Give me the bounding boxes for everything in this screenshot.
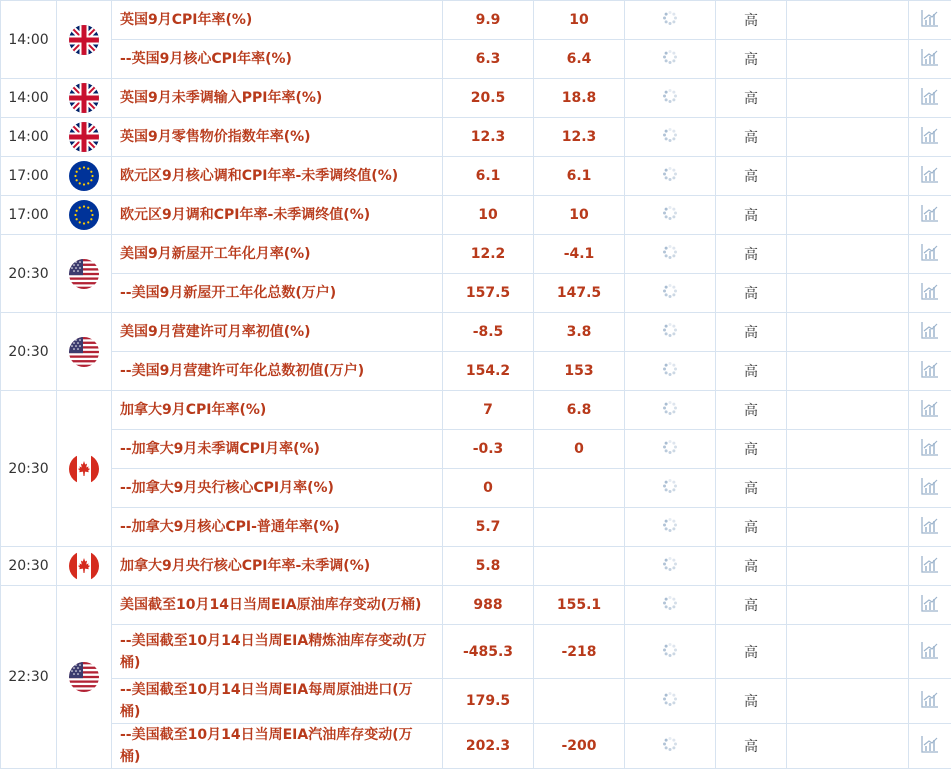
previous-value: 20.5 [443, 79, 534, 118]
chart-icon[interactable] [921, 126, 939, 148]
previous-value: 179.5 [443, 679, 534, 724]
impact-cell [787, 625, 909, 679]
table-row [1, 313, 951, 352]
table-row [1, 352, 951, 391]
importance-level: 高 [716, 679, 787, 724]
previous-value: 988 [443, 586, 534, 625]
country-flag-cell [57, 79, 112, 118]
event-name[interactable]: --加拿大9月核心CPI-普通年率(%) [112, 508, 443, 547]
country-flag-cell [57, 313, 112, 391]
previous-value: -0.3 [443, 430, 534, 469]
previous-value: 12.3 [443, 118, 534, 157]
chart-cell[interactable] [909, 586, 951, 625]
actual-value-cell [625, 274, 716, 313]
chart-cell[interactable] [909, 391, 951, 430]
importance-level: 高 [716, 313, 787, 352]
previous-value: 5.8 [443, 547, 534, 586]
table-row [1, 508, 951, 547]
forecast-value: 153 [534, 352, 625, 391]
country-flag-cell [57, 1, 112, 79]
uk-flag-icon [69, 83, 99, 113]
forecast-value [534, 469, 625, 508]
actual-value-cell [625, 625, 716, 679]
event-name[interactable]: 英国9月CPI年率(%) [112, 1, 443, 40]
actual-value-cell [625, 724, 716, 769]
importance-level: 高 [716, 157, 787, 196]
chart-cell[interactable] [909, 547, 951, 586]
loading-spinner-icon [662, 127, 678, 147]
actual-value-cell [625, 79, 716, 118]
country-flag-cell [57, 118, 112, 157]
chart-cell[interactable] [909, 196, 951, 235]
event-name[interactable]: --美国截至10月14日当周EIA汽油库存变动(万桶) [112, 724, 443, 769]
event-time: 17:00 [1, 157, 57, 196]
event-name[interactable]: --美国9月新屋开工年化总数(万户) [112, 274, 443, 313]
event-time: 20:30 [1, 313, 57, 391]
actual-value-cell [625, 391, 716, 430]
previous-value: -485.3 [443, 625, 534, 679]
table-row [1, 1, 951, 40]
forecast-value: 3.8 [534, 313, 625, 352]
chart-icon[interactable] [921, 48, 939, 70]
table-row [1, 391, 951, 430]
importance-level: 高 [716, 724, 787, 769]
impact-cell [787, 547, 909, 586]
impact-cell [787, 274, 909, 313]
country-flag-cell [57, 235, 112, 313]
forecast-value: -200 [534, 724, 625, 769]
forecast-value: 6.1 [534, 157, 625, 196]
importance-level: 高 [716, 391, 787, 430]
table-row [1, 118, 951, 157]
impact-cell [787, 724, 909, 769]
loading-spinner-icon [662, 322, 678, 342]
previous-value: 6.3 [443, 40, 534, 79]
chart-icon[interactable] [921, 555, 939, 577]
table-row [1, 235, 951, 274]
chart-cell[interactable] [909, 118, 951, 157]
forecast-value: 147.5 [534, 274, 625, 313]
actual-value-cell [625, 586, 716, 625]
actual-value-cell [625, 430, 716, 469]
table-row [1, 547, 951, 586]
previous-value: 10 [443, 196, 534, 235]
importance-level: 高 [716, 1, 787, 40]
event-time: 20:30 [1, 235, 57, 313]
chart-cell[interactable] [909, 79, 951, 118]
importance-level: 高 [716, 118, 787, 157]
event-name[interactable]: 欧元区9月核心调和CPI年率-未季调终值(%) [112, 157, 443, 196]
event-time: 14:00 [1, 118, 57, 157]
chart-cell[interactable] [909, 313, 951, 352]
chart-icon[interactable] [921, 477, 939, 499]
chart-icon[interactable] [921, 165, 939, 187]
actual-value-cell [625, 235, 716, 274]
loading-spinner-icon [662, 49, 678, 69]
event-time: 20:30 [1, 391, 57, 547]
table-row [1, 469, 951, 508]
chart-cell[interactable] [909, 157, 951, 196]
table-row [1, 679, 951, 724]
actual-value-cell [625, 40, 716, 79]
previous-value: 6.1 [443, 157, 534, 196]
loading-spinner-icon [662, 691, 678, 711]
actual-value-cell [625, 313, 716, 352]
chart-cell[interactable] [909, 679, 951, 724]
loading-spinner-icon [662, 88, 678, 108]
loading-spinner-icon [662, 10, 678, 30]
loading-spinner-icon [662, 283, 678, 303]
actual-value-cell [625, 1, 716, 40]
importance-level: 高 [716, 430, 787, 469]
event-name[interactable]: --美国截至10月14日当周EIA精炼油库存变动(万桶) [112, 625, 443, 679]
event-name[interactable]: --美国截至10月14日当周EIA每周原油进口(万桶) [112, 679, 443, 724]
event-time: 20:30 [1, 547, 57, 586]
event-name[interactable]: 美国9月新屋开工年化月率(%) [112, 235, 443, 274]
importance-level: 高 [716, 274, 787, 313]
loading-spinner-icon [662, 205, 678, 225]
actual-value-cell [625, 469, 716, 508]
chart-cell[interactable] [909, 274, 951, 313]
chart-icon[interactable] [921, 360, 939, 382]
ca-flag-icon [69, 454, 99, 484]
previous-value: -8.5 [443, 313, 534, 352]
actual-value-cell [625, 547, 716, 586]
impact-cell [787, 118, 909, 157]
chart-icon[interactable] [921, 282, 939, 304]
uk-flag-icon [69, 122, 99, 152]
forecast-value [534, 508, 625, 547]
table-row [1, 157, 951, 196]
importance-level: 高 [716, 625, 787, 679]
actual-value-cell [625, 157, 716, 196]
impact-cell [787, 430, 909, 469]
loading-spinner-icon [662, 595, 678, 615]
actual-value-cell [625, 508, 716, 547]
loading-spinner-icon [662, 166, 678, 186]
event-name[interactable]: 欧元区9月调和CPI年率-未季调终值(%) [112, 196, 443, 235]
impact-cell [787, 235, 909, 274]
loading-spinner-icon [662, 361, 678, 381]
chart-icon[interactable] [921, 321, 939, 343]
previous-value: 12.2 [443, 235, 534, 274]
impact-cell [787, 391, 909, 430]
table-row [1, 274, 951, 313]
loading-spinner-icon [662, 642, 678, 662]
importance-level: 高 [716, 352, 787, 391]
table-row [1, 586, 951, 625]
event-time: 14:00 [1, 79, 57, 118]
impact-cell [787, 679, 909, 724]
impact-cell [787, 352, 909, 391]
actual-value-cell [625, 679, 716, 724]
us-flag-icon [69, 259, 99, 289]
table-row [1, 724, 951, 769]
table-row [1, 430, 951, 469]
chart-cell[interactable] [909, 469, 951, 508]
us-flag-icon [69, 662, 99, 692]
loading-spinner-icon [662, 400, 678, 420]
chart-cell[interactable] [909, 625, 951, 679]
event-name[interactable]: 美国截至10月14日当周EIA原油库存变动(万桶) [112, 586, 443, 625]
event-name[interactable]: 英国9月零售物价指数年率(%) [112, 118, 443, 157]
importance-level: 高 [716, 79, 787, 118]
forecast-value: 12.3 [534, 118, 625, 157]
country-flag-cell [57, 586, 112, 769]
table-row [1, 625, 951, 679]
eu-flag-icon [69, 161, 99, 191]
chart-icon[interactable] [921, 516, 939, 538]
country-flag-cell [57, 547, 112, 586]
importance-level: 高 [716, 547, 787, 586]
importance-level: 高 [716, 469, 787, 508]
eu-flag-icon [69, 200, 99, 230]
country-flag-cell [57, 391, 112, 547]
previous-value: 202.3 [443, 724, 534, 769]
impact-cell [787, 79, 909, 118]
forecast-value: -4.1 [534, 235, 625, 274]
event-name[interactable]: 加拿大9月央行核心CPI年率-未季调(%) [112, 547, 443, 586]
forecast-value: 0 [534, 430, 625, 469]
country-flag-cell [57, 196, 112, 235]
importance-level: 高 [716, 508, 787, 547]
chart-cell[interactable] [909, 724, 951, 769]
forecast-value: 155.1 [534, 586, 625, 625]
previous-value: 7 [443, 391, 534, 430]
forecast-value: 10 [534, 1, 625, 40]
chart-icon[interactable] [921, 9, 939, 31]
chart-cell[interactable] [909, 508, 951, 547]
event-name[interactable]: --加拿大9月央行核心CPI月率(%) [112, 469, 443, 508]
previous-value: 5.7 [443, 508, 534, 547]
importance-level: 高 [716, 40, 787, 79]
ca-flag-icon [69, 551, 99, 581]
event-name[interactable]: --英国9月核心CPI年率(%) [112, 40, 443, 79]
impact-cell [787, 508, 909, 547]
chart-icon[interactable] [921, 641, 939, 663]
impact-cell [787, 313, 909, 352]
uk-flag-icon [69, 25, 99, 55]
impact-cell [787, 40, 909, 79]
table-row [1, 196, 951, 235]
loading-spinner-icon [662, 517, 678, 537]
event-name[interactable]: 英国9月未季调输入PPI年率(%) [112, 79, 443, 118]
actual-value-cell [625, 352, 716, 391]
impact-cell [787, 469, 909, 508]
loading-spinner-icon [662, 439, 678, 459]
event-name[interactable]: --加拿大9月未季调CPI月率(%) [112, 430, 443, 469]
previous-value: 154.2 [443, 352, 534, 391]
impact-cell [787, 1, 909, 40]
previous-value: 0 [443, 469, 534, 508]
event-name[interactable]: 美国9月营建许可月率初值(%) [112, 313, 443, 352]
us-flag-icon [69, 337, 99, 367]
event-name[interactable]: 加拿大9月CPI年率(%) [112, 391, 443, 430]
event-time: 22:30 [1, 586, 57, 769]
chart-cell[interactable] [909, 430, 951, 469]
impact-cell [787, 586, 909, 625]
country-flag-cell [57, 157, 112, 196]
forecast-value: -218 [534, 625, 625, 679]
chart-icon[interactable] [921, 204, 939, 226]
chart-icon[interactable] [921, 87, 939, 109]
forecast-value: 6.4 [534, 40, 625, 79]
chart-icon[interactable] [921, 399, 939, 421]
forecast-value: 18.8 [534, 79, 625, 118]
importance-level: 高 [716, 235, 787, 274]
chart-cell[interactable] [909, 235, 951, 274]
previous-value: 157.5 [443, 274, 534, 313]
importance-level: 高 [716, 196, 787, 235]
impact-cell [787, 157, 909, 196]
chart-cell[interactable] [909, 352, 951, 391]
event-name[interactable]: --美国9月营建许可年化总数初值(万户) [112, 352, 443, 391]
loading-spinner-icon [662, 478, 678, 498]
event-time: 17:00 [1, 196, 57, 235]
event-time: 14:00 [1, 1, 57, 79]
table-row [1, 40, 951, 79]
previous-value: 9.9 [443, 1, 534, 40]
chart-icon[interactable] [921, 438, 939, 460]
actual-value-cell [625, 196, 716, 235]
chart-icon[interactable] [921, 243, 939, 265]
forecast-value [534, 679, 625, 724]
impact-cell [787, 196, 909, 235]
chart-icon[interactable] [921, 690, 939, 712]
chart-cell[interactable] [909, 1, 951, 40]
loading-spinner-icon [662, 556, 678, 576]
forecast-value: 10 [534, 196, 625, 235]
forecast-value: 6.8 [534, 391, 625, 430]
chart-cell[interactable] [909, 40, 951, 79]
forecast-value [534, 547, 625, 586]
loading-spinner-icon [662, 736, 678, 756]
importance-level: 高 [716, 586, 787, 625]
loading-spinner-icon [662, 244, 678, 264]
table-row [1, 79, 951, 118]
actual-value-cell [625, 118, 716, 157]
chart-icon[interactable] [921, 594, 939, 616]
